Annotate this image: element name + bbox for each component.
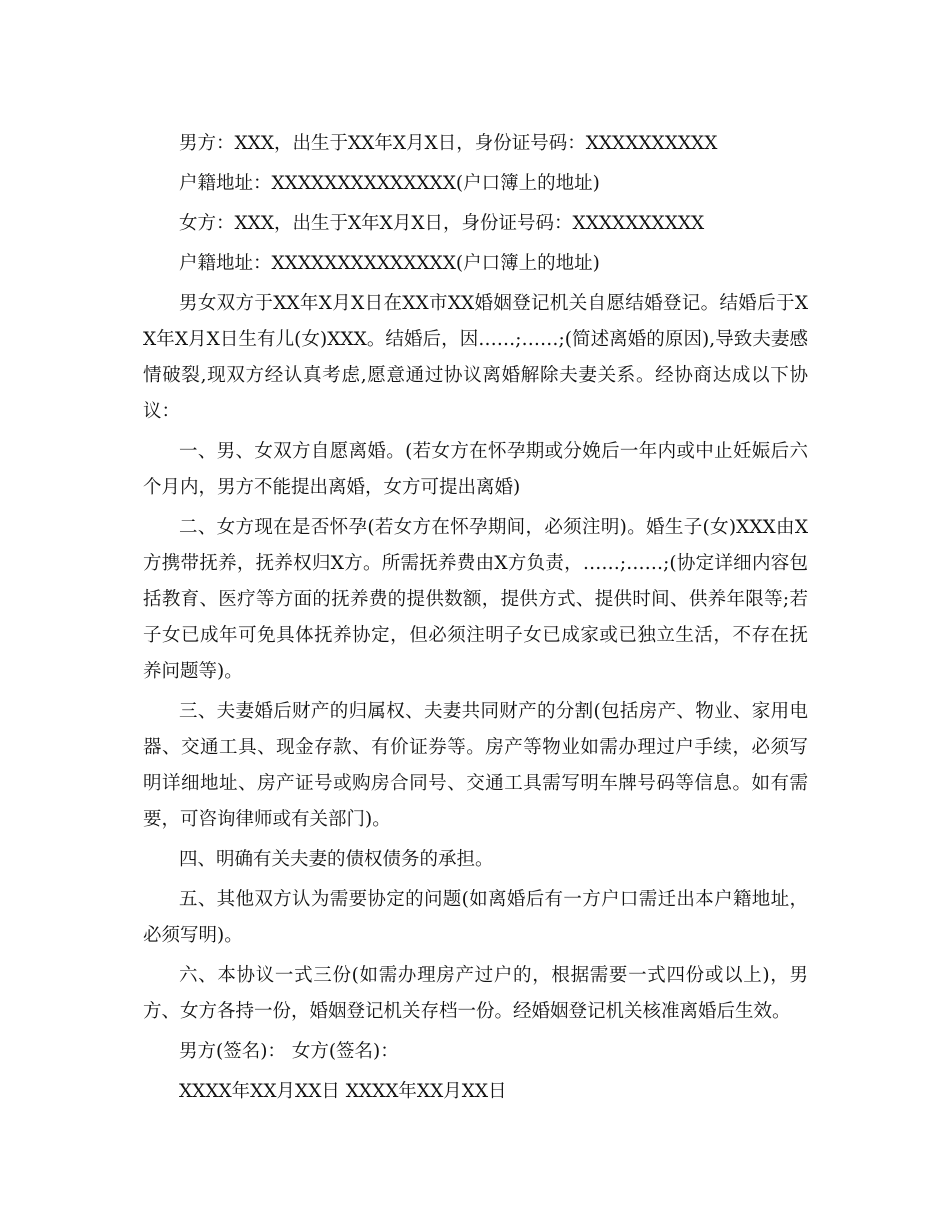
clause-3: 三、夫妻婚后财产的归属权、夫妻共同财产的分割(包括房产、物业、家用电器、交通工具、现金存款、有价证券等。房产等物业如需办理过户手续，必须写明详细地址、房产证号或购房合同号、交通工具需写明车牌号码等信息。如有需要，可咨询律师或有关部门)。 <box>143 701 808 830</box>
wife-info: 女方：XXX，出生于X年X月X日，身份证号码：XXXXXXXXXX <box>179 213 705 234</box>
husband-address: 户籍地址：XXXXXXXXXXXXXX(户口簿上的地址) <box>179 173 600 194</box>
clause-1: 一、男、女双方自愿离婚。(若女方在怀孕期或分娩后一年内或中止妊娠后六个月内，男方不能提出离婚，女方可提出离婚) <box>143 441 808 498</box>
clause-6: 六、本协议一式三份(如需办理房产过户的，根据需要一式四份或以上)，男方、女方各持一份，婚姻登记机关存档一份。经婚姻登记机关核准离婚后生效。 <box>143 965 808 1022</box>
wife-address: 户籍地址：XXXXXXXXXXXXXX(户口簿上的地址) <box>179 253 600 274</box>
husband-info: 男方：XXX，出生于XX年X月X日，身份证号码：XXXXXXXXXX <box>179 133 718 154</box>
clause-4: 四、明确有关夫妻的债权债务的承担。 <box>179 849 494 870</box>
clause-5: 五、其他双方认为需要协定的问题(如离婚后有一方户口需迁出本户籍地址，必须写明)。 <box>143 889 808 946</box>
date-line: XXXX年XX月XX日 XXXX年XX月XX日 <box>179 1081 507 1102</box>
agreement-body <box>143 126 808 1114</box>
signature-line: 男方(签名)： 女方(签名)： <box>179 1041 399 1062</box>
marriage-background-paragraph: 男女双方于XX年X月X日在XX市XX婚姻登记机关自愿结婚登记。结婚后于XX年X月X日生有儿(女)XXX。结婚后，因……;……;(简述离婚的原因),导致夫妻感情破裂,现双方经认真考虑,愿意通过协议离婚解除夫妻关系。经协商达成以下协议： <box>143 293 808 422</box>
clause-2: 二、女方现在是否怀孕(若女方在怀孕期间，必须注明)。婚生子(女)XXX由X方携带抚养，抚养权归X方。所需抚养费由X方负责，……;……;(协定详细内容包括教育、医疗等方面的抚养费的提供数额，提供方式、提供时间、供养年限等;若子女已成年可免具体抚养协定，但必须注明子女已成家或已独立生活，不存在抚养问题等)。 <box>143 517 808 682</box>
